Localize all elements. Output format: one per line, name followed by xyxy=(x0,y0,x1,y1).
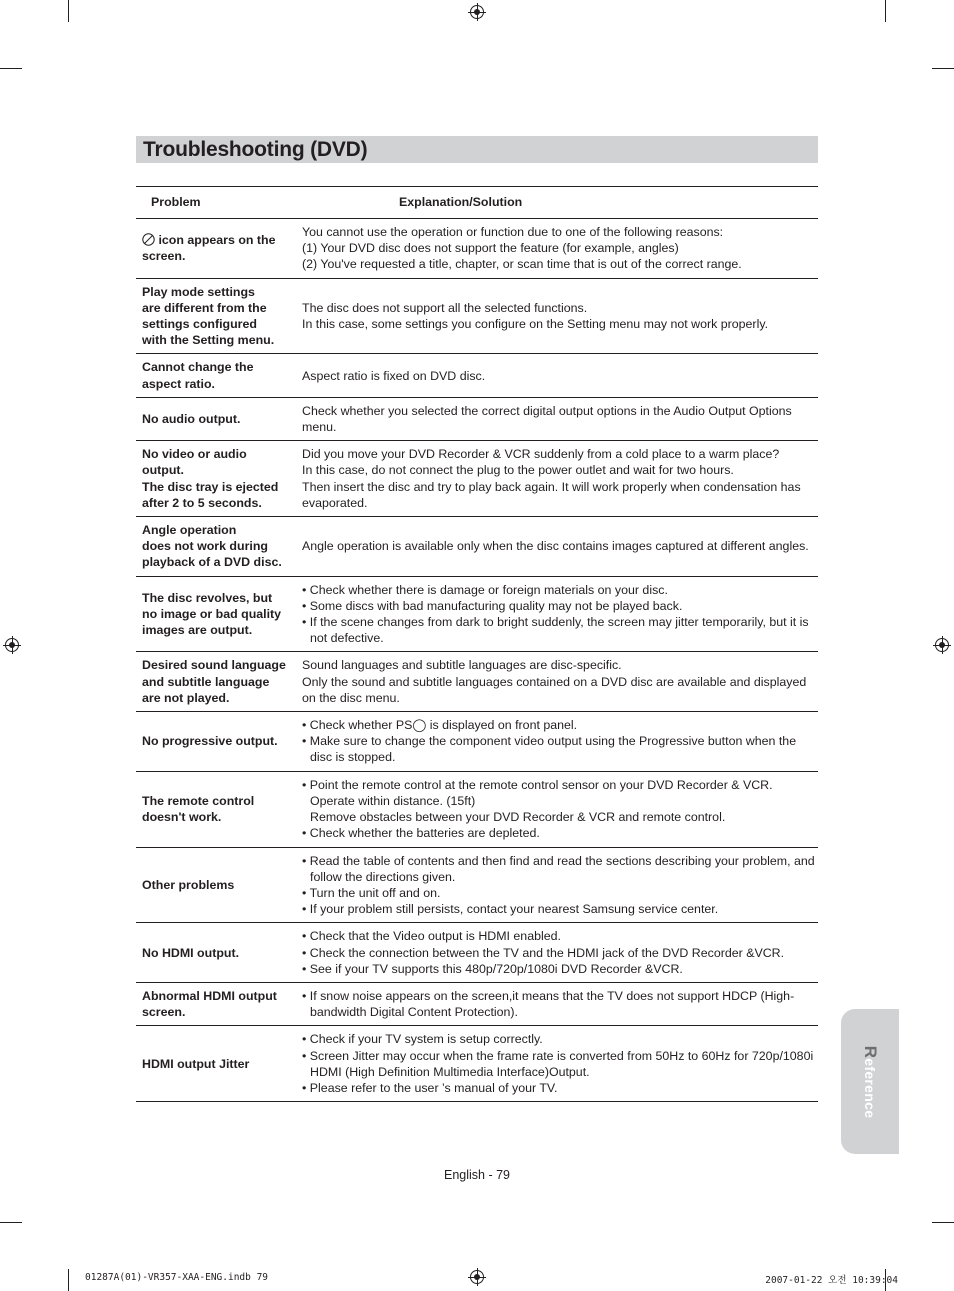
solution-text: In this case, some settings you configure on the Setting menu may not work properly. xyxy=(302,317,769,332)
problem-cell xyxy=(136,652,295,712)
solution-bullet: • If snow noise appears on the screen,it means that the TV does not support HDCP (High-bandwidth Digital Content Protection). xyxy=(302,988,818,1020)
problem-text: with the Setting menu. xyxy=(142,333,275,348)
problem-text: screen. xyxy=(142,249,186,264)
crop-mark xyxy=(0,1222,22,1223)
troubleshooting-table xyxy=(136,186,818,1102)
problem-text: are not played. xyxy=(142,690,230,705)
prohibited-icon xyxy=(142,233,155,246)
problem-text: Play mode settings xyxy=(142,284,255,299)
problem-text: The disc revolves, but xyxy=(142,590,273,605)
section-tab-label: Reference xyxy=(861,1045,880,1118)
solution-cell xyxy=(295,652,818,712)
solution-bullet: • Make sure to change the component video output using the Progressive button when the disc is stopped. xyxy=(302,733,818,765)
page-title: Troubleshooting (DVD) xyxy=(143,138,368,161)
solution-bullet: • Screen Jitter may occur when the frame rate is converted from 50Hz to 60Hz for 720p/1080i HDMI (High Definition Multimedia Interface)Output. xyxy=(302,1048,818,1080)
problem-cell xyxy=(136,771,295,847)
problem-cell xyxy=(136,847,295,923)
problem-text: Abnormal HDMI output xyxy=(142,988,277,1003)
crop-mark xyxy=(932,68,954,69)
problem-text: No video or audio xyxy=(142,447,247,462)
solution-bullet: • Turn the unit off and on. xyxy=(302,885,818,901)
solution-cell xyxy=(295,923,818,983)
problem-cell xyxy=(136,576,295,652)
solution-bullet: • See if your TV supports this 480p/720p/1080i DVD Recorder &VCR. xyxy=(302,961,818,977)
problem-text: are different from the xyxy=(142,300,267,315)
crop-mark xyxy=(0,68,22,69)
table-row xyxy=(136,278,818,354)
solution-text: You cannot use the operation or function due to one of the following reasons: xyxy=(302,225,724,239)
solution-bullet: • If your problem still persists, contact your nearest Samsung service center. xyxy=(302,901,818,917)
table-row xyxy=(136,1026,818,1102)
problem-text: Desired sound language xyxy=(142,658,286,673)
solution-text: In this case, do not connect the plug to the power outlet and wait for two hours. xyxy=(302,463,734,478)
solution-cell xyxy=(295,712,818,772)
solution-bullet: • Read the table of contents and then find and read the sections describing your problem, and follow the directions given. xyxy=(302,853,818,885)
solution-bullet: • Check if your TV system is setup correctly. xyxy=(302,1031,818,1047)
problem-text: Angle operation xyxy=(142,523,237,538)
problem-text: and subtitle language xyxy=(142,674,270,689)
page-title-bar xyxy=(136,136,818,163)
problem-text: No progressive output. xyxy=(142,734,278,749)
problem-text: does not work during xyxy=(142,539,268,554)
problem-text: output. xyxy=(142,463,184,478)
problem-cell xyxy=(136,517,295,577)
solution-bullet: • Check the connection between the TV and the HDMI jack of the DVD Recorder &VCR. xyxy=(302,945,818,961)
table-row xyxy=(136,576,818,652)
solution-bullet: • Check whether there is damage or foreign materials on your disc. xyxy=(302,582,818,598)
solution-cell xyxy=(295,354,818,397)
problem-cell xyxy=(136,1026,295,1102)
problem-text: screen. xyxy=(142,1005,186,1020)
column-header-problem: Problem xyxy=(136,187,295,219)
registration-mark-icon xyxy=(935,638,949,652)
table-row xyxy=(136,354,818,397)
problem-text: doesn't work. xyxy=(142,810,222,825)
crop-mark xyxy=(68,1269,69,1291)
table-row xyxy=(136,982,818,1025)
solution-text: Angle operation is available only when the disc contains images captured at different angles. xyxy=(302,539,809,554)
table-row xyxy=(136,923,818,983)
print-imprint-file: 01287A(01)-VR357-XAA-ENG.indb 79 xyxy=(85,1272,269,1283)
problem-text: aspect ratio. xyxy=(142,376,215,391)
registration-mark-icon xyxy=(5,638,19,652)
problem-text: No audio output. xyxy=(142,411,241,426)
solution-cell xyxy=(295,1026,818,1102)
solution-text: Only the sound and subtitle languages contained on a DVD disc are available and displayed on the disc menu. xyxy=(302,674,807,705)
table-body xyxy=(136,219,818,1102)
solution-text: (2) You've requested a title, chapter, or scan time that is out of the correct range. xyxy=(302,257,742,272)
problem-text: The disc tray is ejected xyxy=(142,479,279,494)
print-imprint-date: 2007-01-22 오전 10:39:04 xyxy=(765,1275,898,1286)
table-row xyxy=(136,847,818,923)
problem-text: after 2 to 5 seconds. xyxy=(142,495,262,510)
page-number: English - 79 xyxy=(443,1168,510,1182)
solution-text: (1) Your DVD disc does not support the feature (for example, angles) xyxy=(302,241,679,256)
solution-cell xyxy=(295,847,818,923)
problem-text: Other problems xyxy=(142,877,235,892)
problem-text: no image or bad quality xyxy=(142,606,282,621)
problem-text: HDMI output Jitter xyxy=(142,1056,250,1071)
solution-cell xyxy=(295,982,818,1025)
problem-cell xyxy=(136,397,295,440)
table-row xyxy=(136,652,818,712)
solution-text: Check whether you selected the correct digital output options in the Audio Output Options menu. xyxy=(302,403,792,435)
crop-mark xyxy=(885,0,886,22)
problem-cell xyxy=(136,219,295,279)
problem-cell xyxy=(136,278,295,354)
problem-text: Cannot change the xyxy=(142,360,254,375)
problem-cell xyxy=(136,354,295,397)
section-tab-reference xyxy=(841,1009,899,1154)
table-row xyxy=(136,397,818,440)
problem-text: The remote control xyxy=(142,793,255,808)
solution-cell xyxy=(295,576,818,652)
problem-text: images are output. xyxy=(142,623,253,638)
solution-cell xyxy=(295,397,818,440)
solution-cell xyxy=(295,441,818,517)
solution-text: Sound languages and subtitle languages are disc-specific. xyxy=(302,658,622,673)
solution-text: Then insert the disc and try to play back again. It will work properly when condensation has evaporated. xyxy=(302,479,801,510)
solution-bullet: • Check whether the batteries are depleted. xyxy=(302,825,818,841)
solution-text: Aspect ratio is fixed on DVD disc. xyxy=(302,368,486,383)
solution-text: Did you move your DVD Recorder & VCR suddenly from a cold place to a warm place? xyxy=(302,447,780,462)
solution-cell xyxy=(295,278,818,354)
problem-text: playback of a DVD disc. xyxy=(142,555,282,570)
problem-cell xyxy=(136,982,295,1025)
solution-bullet: • Check whether PS◯ is displayed on front panel. xyxy=(302,717,818,733)
problem-text: settings configured xyxy=(142,317,257,332)
solution-bullet: • If the scene changes from dark to bright suddenly, the screen may jitter temporarily, but it is not defective. xyxy=(302,614,818,646)
problem-cell xyxy=(136,441,295,517)
solution-bullet: • Check that the Video output is HDMI enabled. xyxy=(302,928,818,944)
problem-cell xyxy=(136,923,295,983)
crop-mark xyxy=(68,0,69,22)
column-header-solution: Explanation/Solution xyxy=(295,187,818,219)
solution-cell xyxy=(295,517,818,577)
table-row xyxy=(136,771,818,847)
problem-cell xyxy=(136,712,295,772)
registration-mark-icon xyxy=(470,1270,484,1284)
solution-bullet: • Point the remote control at the remote control sensor on your DVD Recorder & VCR. xyxy=(302,777,818,793)
crop-mark xyxy=(932,1222,954,1223)
solution-text: Operate within distance. (15ft) xyxy=(310,793,476,808)
table-row xyxy=(136,441,818,517)
solution-bullet: • Please refer to the user ’s manual of your TV. xyxy=(302,1080,818,1096)
solution-bullet: • Some discs with bad manufacturing quality may not be played back. xyxy=(302,598,818,614)
table-row xyxy=(136,712,818,772)
solution-cell xyxy=(295,219,818,279)
registration-mark-icon xyxy=(470,5,484,19)
problem-text: No HDMI output. xyxy=(142,945,240,960)
table-row xyxy=(136,219,818,279)
solution-text: Remove obstacles between your DVD Recorder & VCR and remote control. xyxy=(310,810,726,825)
table-row xyxy=(136,517,818,577)
solution-text: The disc does not support all the selected functions. xyxy=(302,300,588,315)
table-header-row xyxy=(136,187,818,219)
problem-text: icon appears on the xyxy=(155,233,276,248)
solution-cell xyxy=(295,771,818,847)
